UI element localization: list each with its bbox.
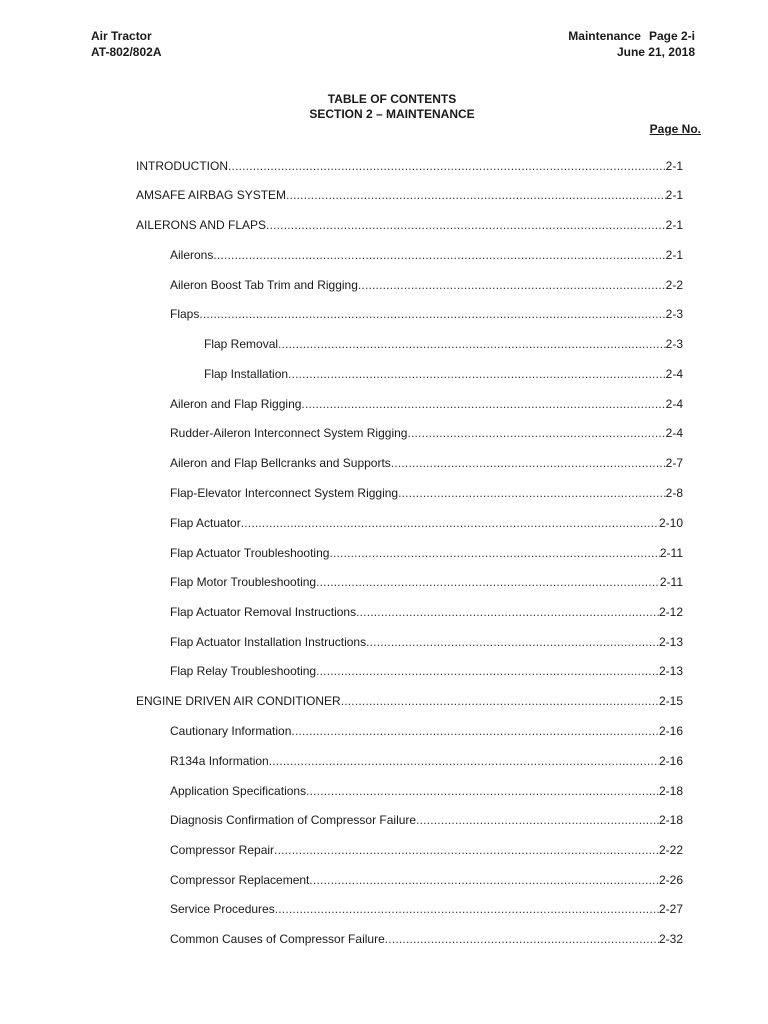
toc-entry-label: Flap Motor Troubleshooting — [170, 575, 317, 589]
leader-dots — [241, 516, 659, 530]
toc-entry-label: Flap Actuator — [170, 516, 241, 530]
toc-entry-label: Aileron Boost Tab Trim and Rigging — [170, 278, 358, 292]
leader-dots — [316, 575, 660, 589]
toc-entry-page: 2-11 — [659, 546, 683, 560]
toc-entry-label: AILERONS AND FLAPS — [136, 218, 267, 232]
toc-entry-page: 2-7 — [665, 456, 683, 470]
toc-title-line1: TABLE OF CONTENTS — [327, 92, 457, 106]
aircraft-maker: Air Tractor — [91, 29, 152, 43]
leader-dots — [275, 902, 659, 916]
toc-entry[interactable] — [136, 218, 683, 232]
toc-entry-label: Rudder-Aileron Interconnect System Rigging — [170, 426, 408, 440]
toc-entry-label: Service Procedures — [170, 902, 275, 916]
toc-entry-page: 2-4 — [665, 367, 683, 381]
toc-entry-label: Aileron and Flap Rigging — [170, 397, 302, 411]
toc-entry[interactable] — [204, 367, 683, 381]
toc-entry[interactable] — [170, 516, 683, 530]
toc-entry[interactable] — [170, 397, 683, 411]
toc-entry[interactable] — [170, 307, 683, 321]
leader-dots — [358, 278, 666, 292]
toc-entry-label: Aileron and Flap Bellcranks and Supports — [170, 456, 391, 470]
leader-dots — [199, 307, 665, 321]
toc-entry-label: Flap Actuator Installation Instructions — [170, 635, 367, 649]
toc-entry-label: Compressor Replacement — [170, 873, 310, 887]
toc-entry-label: AMSAFE AIRBAG SYSTEM — [136, 188, 287, 202]
toc-entry-page: 2-3 — [665, 337, 683, 351]
toc-entry-label: Ailerons — [170, 248, 214, 262]
toc-entry[interactable] — [170, 784, 683, 798]
toc-entry-page: 2-22 — [658, 843, 683, 857]
toc-entry[interactable] — [170, 932, 683, 946]
leader-dots — [278, 337, 666, 351]
toc-entry-page: 2-26 — [658, 873, 683, 887]
header-page: Page 2-i — [648, 29, 695, 43]
toc-entry[interactable] — [170, 456, 683, 470]
toc-entry-label: INTRODUCTION — [136, 159, 228, 173]
toc-entry-label: Common Causes of Compressor Failure — [170, 932, 385, 946]
toc-entry[interactable] — [136, 188, 683, 202]
toc-entry[interactable] — [170, 724, 683, 738]
leader-dots — [274, 843, 659, 857]
leader-dots — [398, 486, 666, 500]
toc-entry-label: Compressor Repair — [170, 843, 275, 857]
toc-entry[interactable] — [136, 694, 683, 708]
leader-dots — [286, 188, 666, 202]
leader-dots — [407, 426, 665, 440]
toc-entry[interactable] — [170, 873, 683, 887]
toc-entry-label: Flap Removal — [204, 337, 279, 351]
toc-entry-label: Application Specifications — [170, 784, 307, 798]
toc-entry[interactable] — [170, 486, 683, 500]
toc-entry-page: 2-32 — [658, 932, 683, 946]
leader-dots — [266, 218, 666, 232]
toc-entry[interactable] — [170, 635, 683, 649]
toc-entry[interactable] — [170, 575, 683, 589]
toc-entry[interactable] — [170, 843, 683, 857]
toc-entry-label: Cautionary Information — [170, 724, 292, 738]
toc-entry[interactable] — [170, 546, 683, 560]
toc-entry-page: 2-4 — [665, 397, 683, 411]
toc-entry-page: 2-27 — [658, 902, 683, 916]
leader-dots — [301, 397, 665, 411]
leader-dots — [306, 784, 659, 798]
toc-entry-label: Diagnosis Confirmation of Compressor Failure — [170, 813, 417, 827]
toc-entry[interactable] — [170, 605, 683, 619]
leader-dots — [356, 605, 659, 619]
leader-dots — [309, 873, 659, 887]
leader-dots — [288, 367, 666, 381]
toc-entry-label: R134a Information — [170, 754, 269, 768]
toc-entry-page: 2-18 — [658, 813, 683, 827]
toc-entry[interactable] — [204, 337, 683, 351]
leader-dots — [366, 635, 659, 649]
leader-dots — [385, 932, 659, 946]
header-date: June 21, 2018 — [616, 45, 695, 59]
toc-entry[interactable] — [170, 754, 683, 768]
toc-entry-label: Flap Relay Troubleshooting — [170, 664, 317, 678]
leader-dots — [341, 694, 659, 708]
toc-entry-label: Flaps — [170, 307, 200, 321]
toc-entry-page: 2-11 — [659, 575, 683, 589]
aircraft-model: AT-802/802A — [91, 45, 162, 59]
toc-entry-page: 2-10 — [658, 516, 683, 530]
toc-entry-page: 2-1 — [665, 188, 683, 202]
toc-title-line2: SECTION 2 – MAINTENANCE — [309, 107, 475, 121]
toc-entry-label: Flap Installation — [204, 367, 289, 381]
toc-entry-page: 2-15 — [658, 694, 683, 708]
page-no-heading: Page No. — [649, 122, 701, 136]
leader-dots — [316, 664, 659, 678]
toc-entry-page: 2-13 — [658, 664, 683, 678]
toc-entry-label: ENGINE DRIVEN AIR CONDITIONER — [136, 694, 341, 708]
leader-dots — [391, 456, 666, 470]
toc-entry[interactable] — [170, 813, 683, 827]
toc-entry[interactable] — [170, 278, 683, 292]
toc-entry-page: 2-12 — [658, 605, 683, 619]
toc-entry-page: 2-2 — [665, 278, 683, 292]
toc-entry-page: 2-13 — [658, 635, 683, 649]
toc-entry[interactable] — [170, 248, 683, 262]
toc-entry[interactable] — [136, 159, 683, 173]
toc-entry-page: 2-1 — [665, 248, 683, 262]
leader-dots — [329, 546, 659, 560]
toc-entry[interactable] — [170, 426, 683, 440]
leader-dots — [291, 724, 659, 738]
toc-entry-page: 2-3 — [665, 307, 683, 321]
toc-entry-label: Flap Actuator Removal Instructions — [170, 605, 357, 619]
toc-entry-page: 2-18 — [658, 784, 683, 798]
leader-dots — [269, 754, 659, 768]
header-section: Maintenance — [568, 29, 641, 43]
leader-dots — [213, 248, 665, 262]
toc-entry-page: 2-4 — [665, 426, 683, 440]
toc-entry[interactable] — [170, 902, 683, 916]
toc-entry[interactable] — [170, 664, 683, 678]
toc-entry-label: Flap Actuator Troubleshooting — [170, 546, 330, 560]
leader-dots — [228, 159, 666, 173]
toc-entry-page: 2-16 — [658, 754, 683, 768]
leader-dots — [416, 813, 659, 827]
toc-entry-page: 2-1 — [665, 159, 683, 173]
toc-entry-page: 2-8 — [665, 486, 683, 500]
toc-entry-page: 2-16 — [658, 724, 683, 738]
toc-entry-page: 2-1 — [665, 218, 683, 232]
toc-entry-label: Flap-Elevator Interconnect System Rigging — [170, 486, 399, 500]
